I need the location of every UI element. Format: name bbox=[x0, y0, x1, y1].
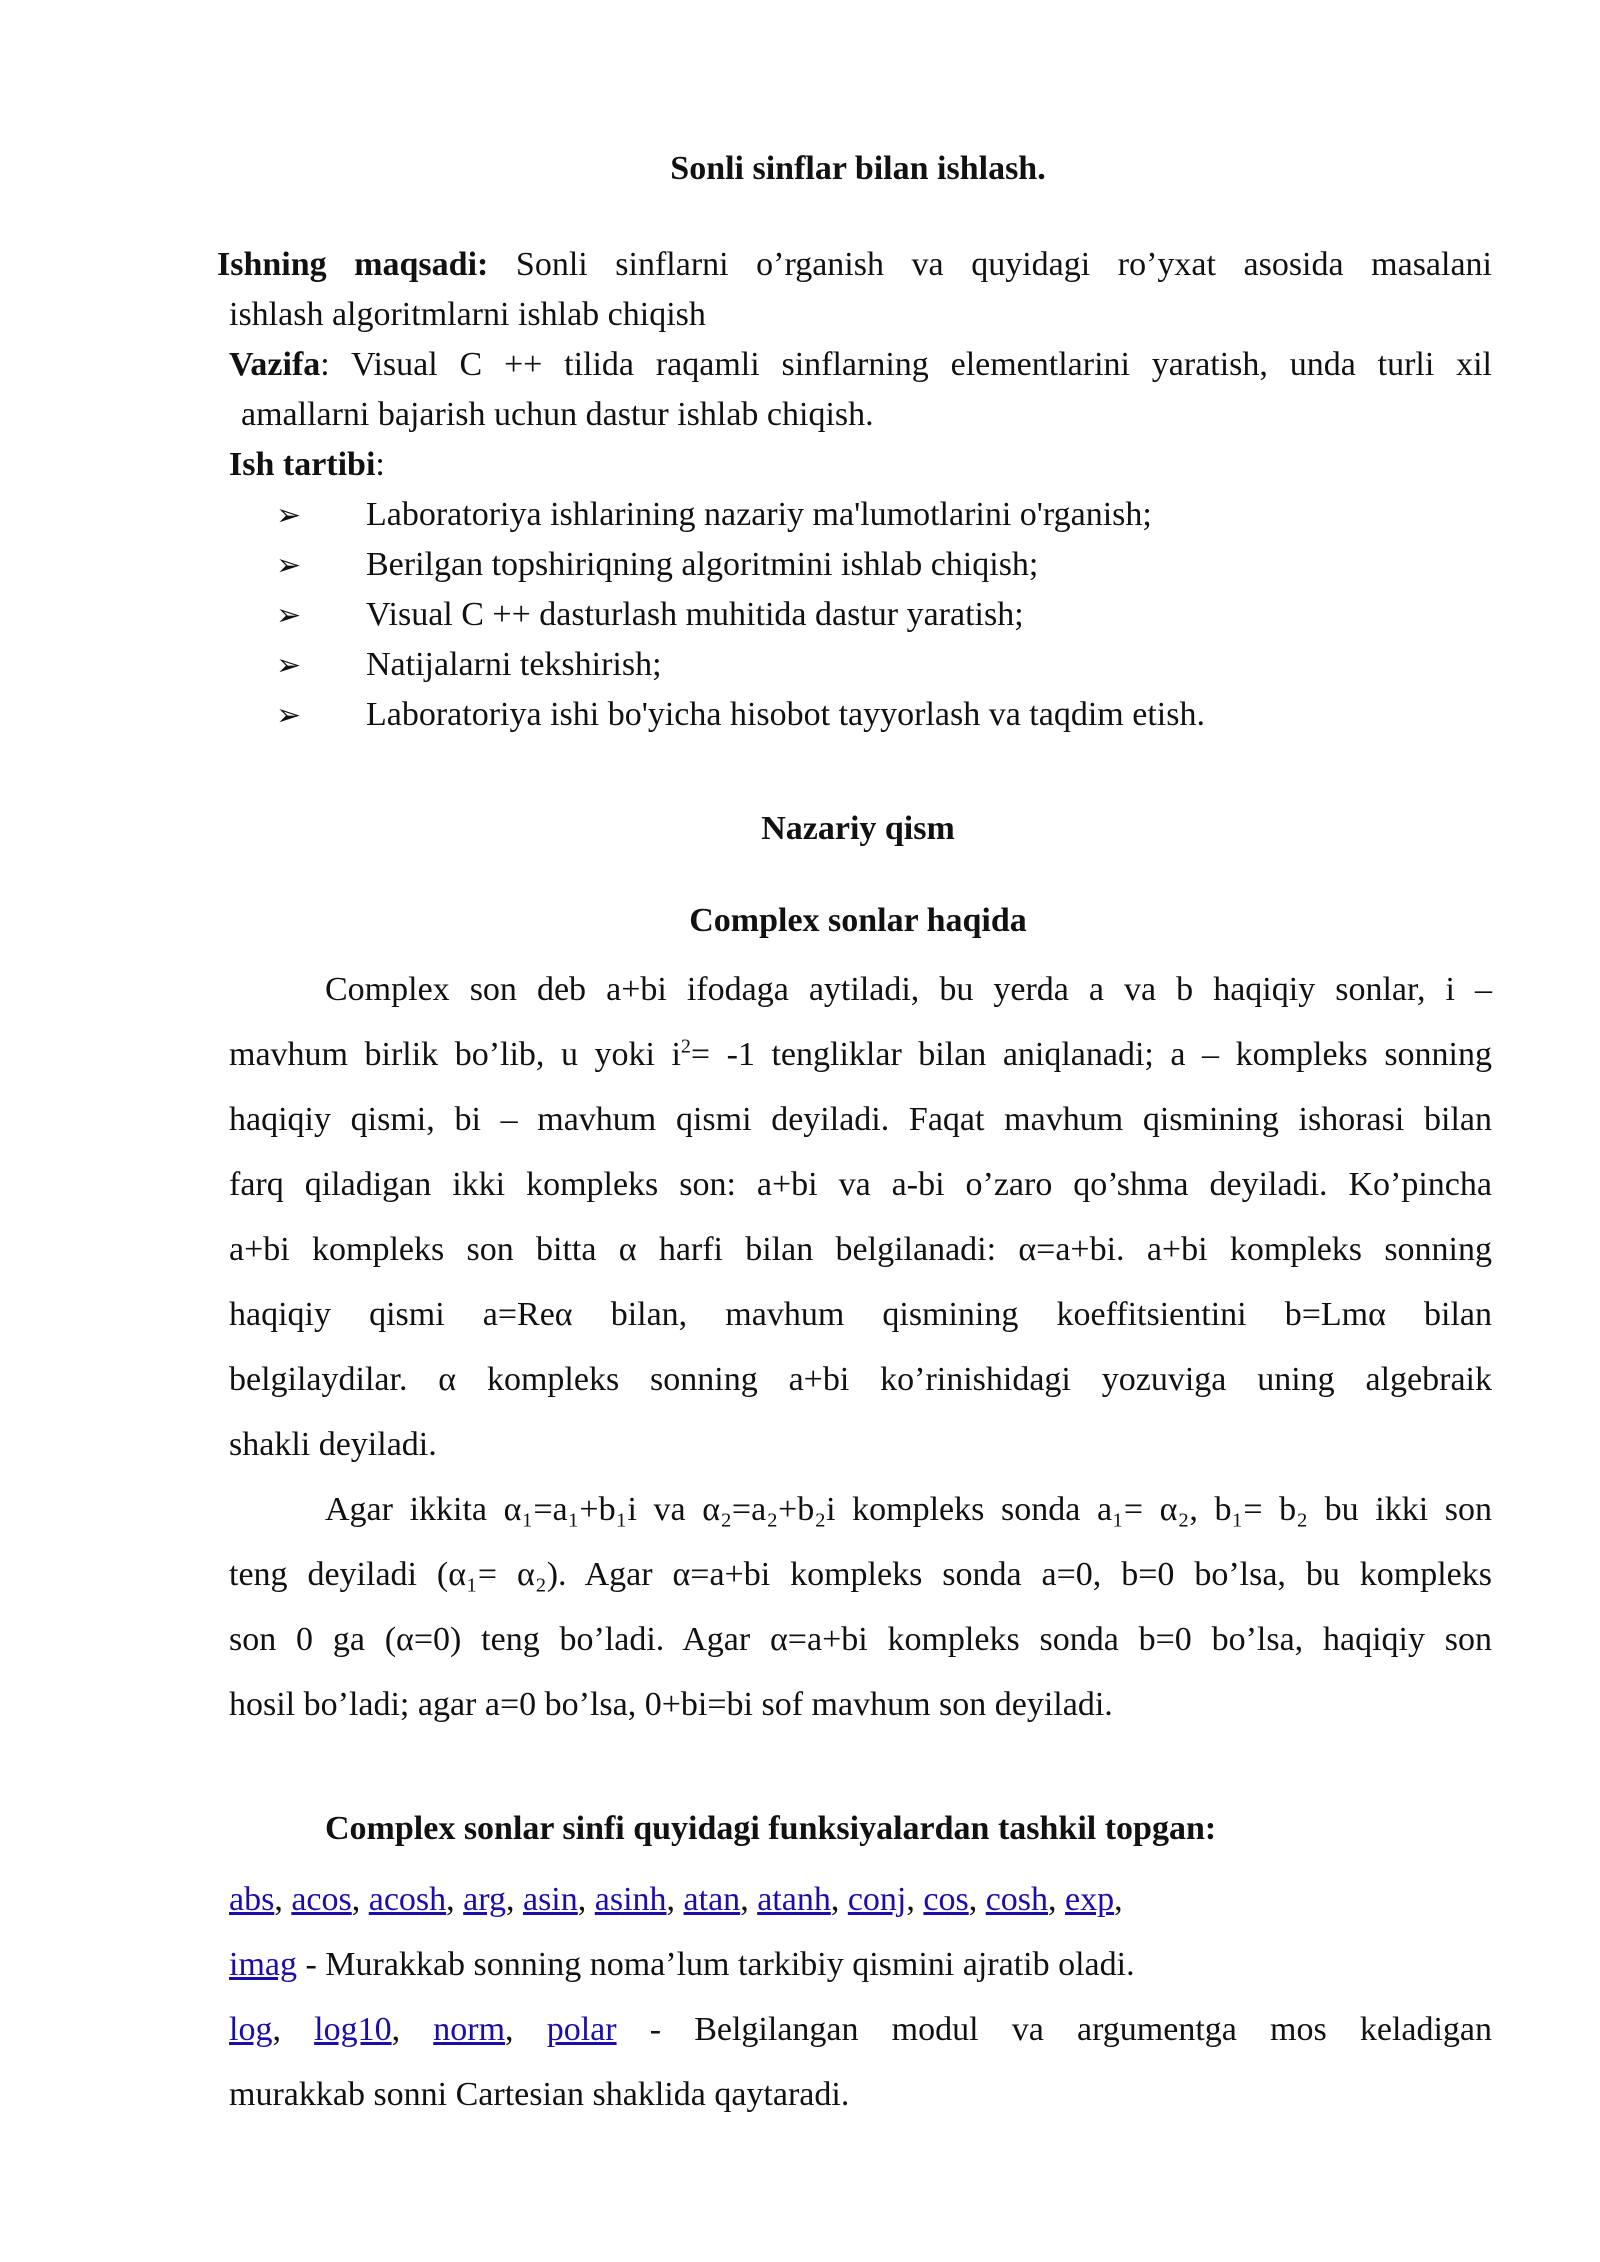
separator: , bbox=[666, 1881, 684, 1918]
paragraph-line: a+bi kompleks son bitta α harfi bilan belgilanadi: α=a+bi. a+bi kompleks sonning bbox=[229, 1231, 1492, 1268]
arrow-bullet-icon: ➢ bbox=[276, 498, 302, 533]
separator: , bbox=[272, 2011, 315, 2048]
imag-description bbox=[229, 1939, 1135, 1991]
function-link[interactable]: asin bbox=[522, 1881, 578, 1918]
functions-heading: Complex sonlar sinfi quyidagi funksiyalardan tashkil topgan: bbox=[325, 1810, 1217, 1847]
superscript: 2 bbox=[680, 1035, 691, 1058]
list-item-text: Laboratoriya ishi bo'yicha hisobot tayyorlash va taqdim etish. bbox=[366, 696, 1205, 733]
function-link[interactable]: norm bbox=[433, 2011, 506, 2048]
separator: , bbox=[446, 1881, 464, 1918]
goal-text-1: Sonli sinflarni o’rganish va quyidagi ro’yxat asosida masalani bbox=[488, 246, 1492, 283]
function-link[interactable]: asinh bbox=[594, 1881, 667, 1918]
separator: , bbox=[351, 1881, 369, 1918]
arrow-bullet-icon: ➢ bbox=[276, 648, 302, 683]
polar-description-line bbox=[229, 2004, 1492, 2056]
paragraph-line: Agar ikkita α₁=a₁+b₁i va α₂=a₂+b₂i kompleks sonda a₁= α₂, b₁= b₂ bu ikki son bbox=[325, 1491, 1492, 1528]
arrow-bullet-icon: ➢ bbox=[276, 598, 302, 633]
section-title: Nazariy qism bbox=[761, 810, 955, 847]
function-link[interactable]: acosh bbox=[368, 1881, 447, 1918]
separator: , bbox=[906, 1881, 924, 1918]
text-run: = -1 tengliklar bilan aniqlanadi; a – kompleks sonning bbox=[690, 1036, 1492, 1073]
paragraph-line: Complex son deb a+bi ifodaga aytiladi, bu yerda a va b haqiqiy sonlar, i – bbox=[325, 971, 1492, 1008]
separator: , bbox=[274, 1881, 292, 1918]
paragraph-line: hosil bo’ladi; agar a=0 bo’lsa, 0+bi=bi sof mavhum son deyiladi. bbox=[229, 1686, 1113, 1723]
function-link[interactable]: conj bbox=[847, 1881, 907, 1918]
function-link[interactable]: abs bbox=[229, 1881, 275, 1918]
polar-description-line-2: murakkab sonni Cartesian shaklida qaytaradi. bbox=[229, 2076, 850, 2113]
paragraph-line: belgilaydilar. α kompleks sonning a+bi ko’rinishidagi yozuviga uning algebraik bbox=[229, 1361, 1492, 1398]
order-colon: : bbox=[375, 446, 385, 483]
separator: , bbox=[1048, 1881, 1066, 1918]
task-line-1 bbox=[229, 346, 1492, 384]
arrow-bullet-icon: ➢ bbox=[276, 548, 302, 583]
paragraph-line: haqiqiy qismi a=Reα bilan, mavhum qismining koeffitsientini b=Lmα bilan bbox=[229, 1296, 1492, 1333]
function-link[interactable]: atanh bbox=[757, 1881, 831, 1918]
trailing-comma: , bbox=[1114, 1881, 1123, 1918]
goal-line-1 bbox=[217, 246, 1492, 284]
document-title: Sonli sinflar bilan ishlash. bbox=[670, 150, 1046, 187]
task-text-1: : Visual C ++ tilida raqamli sinflarning elementlarini yaratish, unda turli xil bbox=[320, 346, 1492, 383]
paragraph-line: farq qiladigan ikki kompleks son: a+bi va a-bi o’zaro qo’shma deyiladi. Ko’pincha bbox=[229, 1166, 1492, 1203]
separator: , bbox=[505, 2011, 547, 2048]
function-link[interactable]: log bbox=[229, 2011, 273, 2048]
task-line-2: amallarni bajarish uchun dastur ishlab chiqish. bbox=[241, 396, 874, 433]
list-item-text: Berilgan topshiriqning algoritmini ishlab chiqish; bbox=[366, 546, 1039, 583]
function-link[interactable]: log10 bbox=[314, 2011, 392, 2048]
separator: , bbox=[968, 1881, 986, 1918]
paragraph-line: teng deyiladi (α₁= α₂). Agar α=a+bi kompleks sonda a=0, b=0 bo’lsa, bu kompleks bbox=[229, 1556, 1492, 1593]
order-label: Ish tartibi bbox=[229, 446, 376, 483]
function-link[interactable]: arg bbox=[463, 1881, 506, 1918]
arrow-bullet-icon: ➢ bbox=[276, 698, 302, 733]
separator: , bbox=[740, 1881, 758, 1918]
goal-line-2: ishlash algoritmlarni ishlab chiqish bbox=[229, 296, 706, 333]
function-link[interactable]: polar bbox=[546, 2011, 617, 2048]
function-link-imag[interactable]: imag bbox=[229, 1946, 297, 1983]
list-item-text: Natijalarni tekshirish; bbox=[366, 646, 662, 683]
functions-list bbox=[229, 1874, 1123, 1926]
goal-label: Ishning maqsadi: bbox=[217, 246, 489, 283]
list-item-text: Laboratoriya ishlarining nazariy ma'lumotlarini o'rganish; bbox=[366, 496, 1152, 533]
text-run: mavhum birlik bo’lib, u yoki i bbox=[229, 1036, 681, 1073]
paragraph-line: son 0 ga (α=0) teng bo’ladi. Agar α=a+bi kompleks sonda b=0 bo’lsa, haqiqiy son bbox=[229, 1621, 1492, 1658]
order-heading bbox=[229, 446, 385, 484]
function-link[interactable]: cos bbox=[923, 1881, 969, 1918]
separator: , bbox=[505, 1881, 523, 1918]
paragraph-line: shakli deyiladi. bbox=[229, 1426, 437, 1463]
imag-description-text: - Murakkab sonning noma’lum tarkibiy qismini ajratib oladi. bbox=[296, 1946, 1135, 1983]
function-link[interactable]: cosh bbox=[985, 1881, 1049, 1918]
paragraph-line bbox=[229, 1029, 1492, 1081]
task-label: Vazifa bbox=[229, 346, 321, 383]
separator: , bbox=[391, 2011, 434, 2048]
function-link[interactable]: atan bbox=[683, 1881, 741, 1918]
subsection-title: Complex sonlar haqida bbox=[689, 902, 1027, 939]
paragraph-line: haqiqiy qismi, bi – mavhum qismi deyiladi. Faqat mavhum qismining ishorasi bilan bbox=[229, 1101, 1492, 1138]
function-link[interactable]: exp bbox=[1065, 1881, 1115, 1918]
separator: , bbox=[577, 1881, 595, 1918]
separator: , bbox=[830, 1881, 848, 1918]
function-link[interactable]: acos bbox=[291, 1881, 352, 1918]
polar-description-text: - Belgilangan modul va argumentga mos keladigan bbox=[616, 2011, 1493, 2048]
list-item-text: Visual C ++ dasturlash muhitida dastur yaratish; bbox=[366, 596, 1024, 633]
